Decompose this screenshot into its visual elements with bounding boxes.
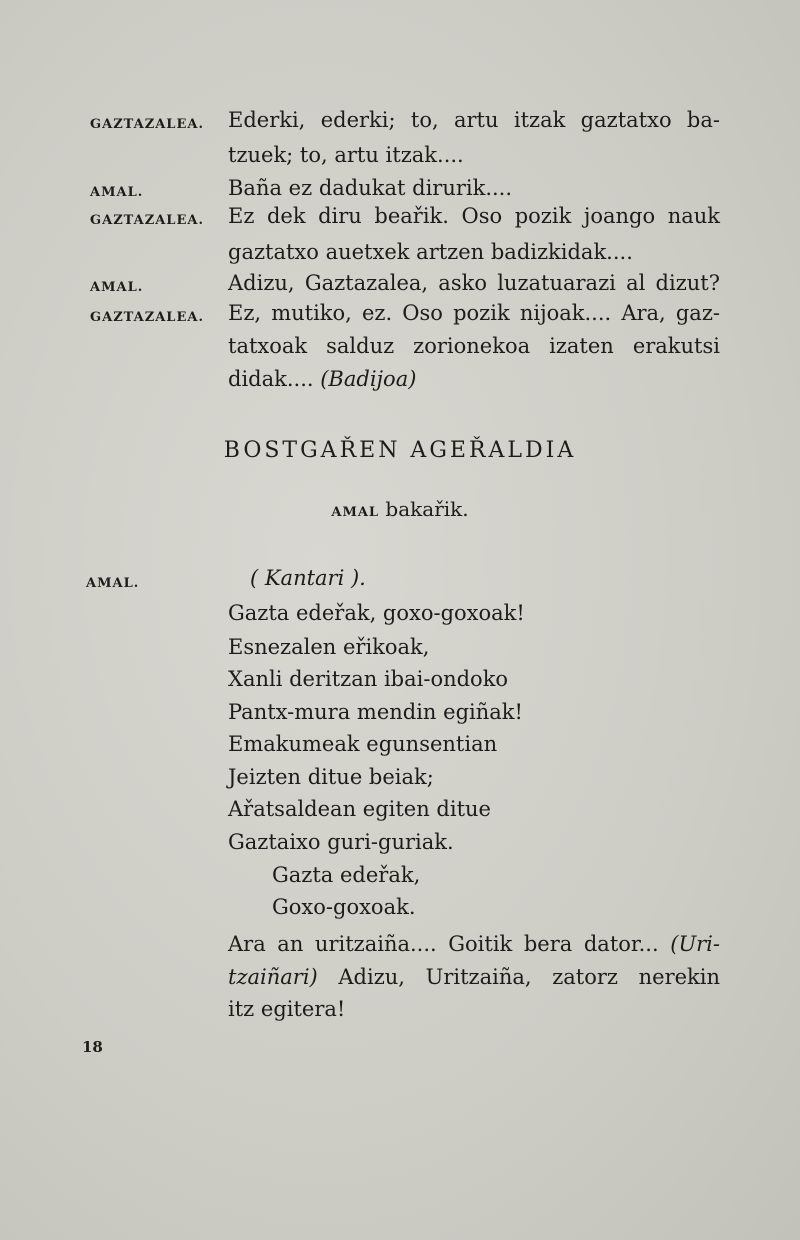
- refrain-line: Gazta edeřak,: [272, 863, 421, 887]
- speaker-amal: AMAL.: [90, 280, 144, 295]
- dialogue-line: tatxoak salduz zorionekoa izaten erakutsi: [228, 334, 720, 358]
- stage-direction: (Uri-: [670, 932, 720, 956]
- song-line: Gazta edeřak, goxo-goxoak!: [228, 601, 525, 625]
- dialogue-line: Ez, mutiko, ez. Oso pozik nijoak.... Ara, gaz-: [228, 301, 720, 325]
- speaker-gaztazalea: GAZTAZALEA.: [90, 117, 204, 132]
- closing-line: itz egitera!: [228, 997, 346, 1021]
- refrain-line: Goxo-goxoak.: [272, 895, 416, 919]
- song-line: Jeizten ditue beiak;: [228, 765, 434, 789]
- scene-heading: BOSTGAŘEN AGEŘALDIA: [223, 438, 577, 463]
- stage-direction: ( Kantari ).: [250, 566, 366, 590]
- closing-text: Ara an uritzaiña.... Goitik bera dator...: [228, 932, 671, 956]
- speaker-gaztazalea: GAZTAZALEA.: [90, 310, 204, 325]
- dialogue-text: didak....: [228, 367, 321, 391]
- song-line: Gaztaixo guri-guriak.: [228, 830, 454, 854]
- dialogue-line: [228, 367, 416, 391]
- character-name: AMAL: [331, 505, 380, 520]
- song-line: Xanli deritzan ibai-ondoko: [228, 667, 509, 691]
- dialogue-line: Baña ez dadukat dirurik....: [228, 176, 513, 200]
- closing-text: Adizu, Uritzaiña, zatorz nerekin: [317, 965, 720, 989]
- song-line: Emakumeak egunsentian: [228, 732, 498, 756]
- dialogue-line: Ederki, ederki; to, artu itzak gaztatxo ba-: [228, 108, 720, 132]
- dialogue-line: gaztatxo auetxek artzen badizkidak....: [228, 240, 633, 264]
- scene-subheading: [0, 497, 800, 521]
- closing-line: [228, 932, 720, 956]
- speaker-amal: AMAL.: [90, 185, 144, 200]
- subheading-text: bakařik.: [379, 497, 469, 521]
- page-number: 18: [82, 1038, 103, 1056]
- closing-line: [228, 965, 720, 989]
- dialogue-line: Adizu, Gaztazalea, asko luzatuarazi al dizut?: [228, 271, 720, 295]
- stage-direction: tzaiñari): [228, 965, 318, 989]
- speaker-gaztazalea: GAZTAZALEA.: [90, 213, 204, 228]
- song-line: Ařatsaldean egiten ditue: [228, 797, 491, 821]
- speaker-amal: AMAL.: [86, 576, 140, 591]
- stage-direction: (Badijoa): [320, 367, 417, 391]
- dialogue-line: Ez dek diru beařik. Oso pozik joango nauk: [228, 204, 720, 228]
- song-line: Esnezalen eřikoak,: [228, 635, 430, 659]
- song-line: Pantx-mura mendin egiñak!: [228, 700, 523, 724]
- dialogue-line: tzuek; to, artu itzak....: [228, 143, 464, 167]
